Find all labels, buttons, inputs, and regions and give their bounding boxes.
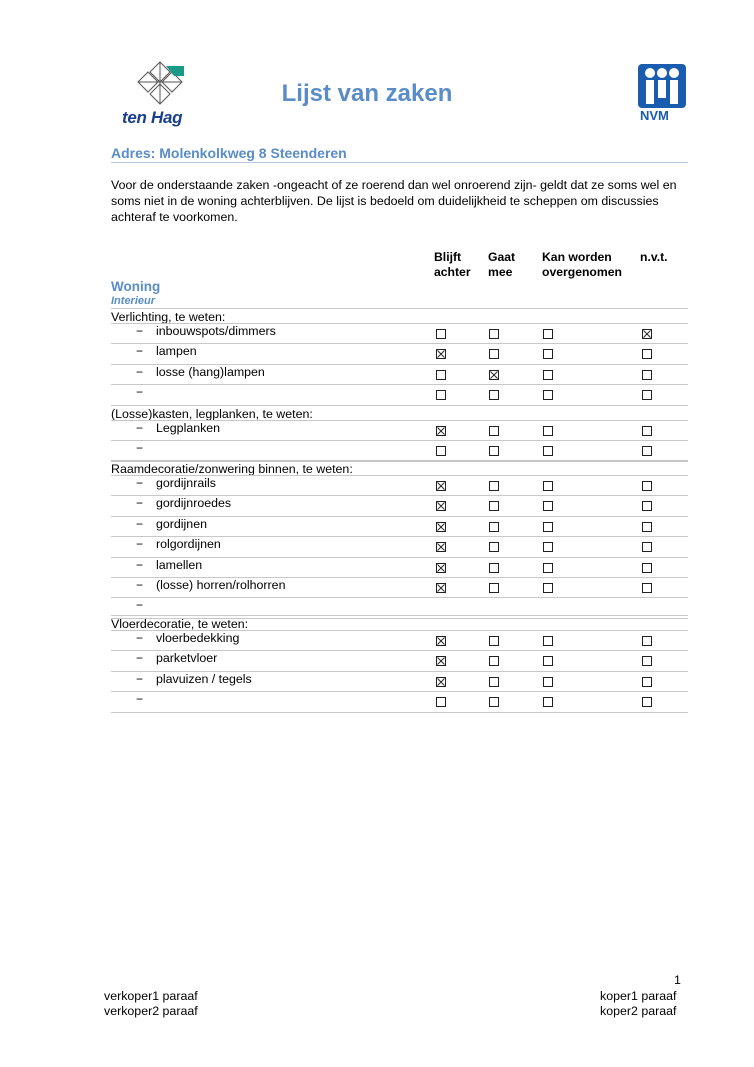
category-label: Vloerdecoratie, te weten:: [111, 617, 249, 631]
checkbox-checked[interactable]: [436, 677, 446, 687]
checkbox-unchecked[interactable]: [489, 426, 499, 436]
checkbox-unchecked[interactable]: [489, 636, 499, 646]
checkbox-unchecked[interactable]: [489, 481, 499, 491]
category-divider: [111, 405, 688, 406]
cross-mark-icon: [437, 657, 445, 665]
cross-mark-icon: [437, 523, 445, 531]
item-label: plavuizen / tegels: [156, 671, 252, 686]
cross-mark-icon: [437, 637, 445, 645]
item-label: rolgordijnen: [156, 537, 221, 552]
checkbox-unchecked[interactable]: [489, 542, 499, 552]
checkbox-checked[interactable]: [436, 656, 446, 666]
nvm-logo: [638, 64, 686, 126]
item-label: losse (hang)lampen: [156, 364, 265, 379]
column-header-line1: Blijft: [434, 250, 462, 264]
checkbox-unchecked[interactable]: [436, 329, 446, 339]
buyer2-initials-label: koper2 paraaf: [600, 1004, 677, 1018]
list-dash: −: [136, 516, 144, 531]
list-dash: −: [136, 557, 144, 572]
checkbox-unchecked[interactable]: [543, 542, 553, 552]
row-divider: [111, 597, 688, 598]
checkbox-unchecked[interactable]: [642, 370, 652, 380]
seller1-initials-label: verkoper1 paraaf: [104, 989, 198, 1003]
checkbox-unchecked[interactable]: [489, 563, 499, 573]
checkbox-checked[interactable]: [436, 583, 446, 593]
checkbox-unchecked[interactable]: [543, 349, 553, 359]
checkbox-unchecked[interactable]: [543, 329, 553, 339]
item-label: vloerbedekking: [156, 631, 240, 645]
checkbox-checked[interactable]: [436, 522, 446, 532]
address-heading: Adres: Molenkolkweg 8 Steenderen: [111, 145, 347, 161]
item-label: gordijnen: [156, 516, 207, 531]
checkbox-unchecked[interactable]: [489, 583, 499, 593]
checkbox-unchecked[interactable]: [642, 656, 652, 666]
checkbox-unchecked[interactable]: [436, 390, 446, 400]
checkbox-unchecked[interactable]: [489, 677, 499, 687]
checkbox-unchecked[interactable]: [642, 542, 652, 552]
checkbox-checked[interactable]: [436, 481, 446, 491]
checkbox-unchecked[interactable]: [489, 390, 499, 400]
checkbox-unchecked[interactable]: [543, 446, 553, 456]
list-dash: −: [136, 496, 144, 511]
checkbox-checked[interactable]: [436, 501, 446, 511]
checkbox-unchecked[interactable]: [489, 522, 499, 532]
section-subtitle: Interieur: [111, 295, 156, 307]
checkbox-unchecked[interactable]: [543, 481, 553, 491]
section-title: Woning: [111, 279, 161, 294]
list-dash: −: [136, 651, 144, 666]
cross-mark-icon: [490, 371, 498, 379]
checkbox-unchecked[interactable]: [543, 426, 553, 436]
page-title-text: Lijst van zaken: [281, 80, 453, 107]
cross-mark-icon: [437, 584, 445, 592]
cross-mark-icon: [437, 564, 445, 572]
checkbox-unchecked[interactable]: [489, 446, 499, 456]
seller2-initials-label: verkoper2 paraaf: [104, 1004, 198, 1018]
column-header-line1: n.v.t.: [640, 250, 668, 264]
checkbox-unchecked[interactable]: [543, 370, 553, 380]
category-divider: [111, 308, 688, 309]
item-label: gordijnroedes: [156, 496, 232, 511]
cross-mark-icon: [437, 543, 445, 551]
row-divider: [111, 384, 688, 385]
cross-mark-icon: [437, 427, 445, 435]
checkbox-unchecked[interactable]: [642, 501, 652, 511]
checkbox-checked[interactable]: [489, 370, 499, 380]
checkbox-unchecked[interactable]: [642, 522, 652, 532]
checkbox-unchecked[interactable]: [543, 501, 553, 511]
column-header-nvt: [640, 250, 668, 265]
checkbox-checked[interactable]: [436, 426, 446, 436]
column-header-line2: overgenomen: [542, 265, 622, 279]
column-header-blijft-achter: [434, 250, 471, 280]
intro-paragraph: Voor de onderstaande zaken -ongeacht of ze roerend dan wel onroerend zijn- geldt dat ze soms wel en soms niet in de woning achterblijven. De lijst is bedoeld om duidelijkheid te scheppen om discussies achteraf te voorkomen.: [111, 178, 677, 224]
row-divider: [111, 343, 688, 344]
column-header-line2: achter: [434, 265, 471, 279]
buyer1-initials-label: koper1 paraaf: [600, 989, 677, 1003]
ten-hag-logo-text: ten Hag: [122, 108, 183, 127]
checkbox-unchecked[interactable]: [489, 349, 499, 359]
list-dash: −: [136, 537, 144, 552]
cross-mark-icon: [437, 678, 445, 686]
checkbox-unchecked[interactable]: [543, 563, 553, 573]
category-divider: [111, 460, 688, 461]
checkbox-checked[interactable]: [436, 542, 446, 552]
checkbox-unchecked[interactable]: [436, 697, 446, 707]
checkbox-unchecked[interactable]: [642, 446, 652, 456]
list-dash: −: [136, 385, 144, 400]
list-dash: −: [136, 364, 144, 379]
column-header-kan-worden-overgenomen: [542, 250, 622, 280]
item-label: Legplanken: [156, 421, 221, 435]
checkbox-unchecked[interactable]: [436, 446, 446, 456]
list-dash: −: [136, 578, 144, 592]
checkbox-unchecked[interactable]: [642, 697, 652, 707]
item-label: inbouwspots/dimmers: [156, 324, 276, 338]
column-header-gaat-mee: [488, 250, 515, 280]
list-dash: −: [136, 324, 144, 338]
list-dash: −: [136, 421, 144, 435]
checkbox-checked[interactable]: [642, 329, 652, 339]
checkbox-unchecked[interactable]: [489, 697, 499, 707]
checkbox-unchecked[interactable]: [642, 481, 652, 491]
checkbox-checked[interactable]: [436, 636, 446, 646]
row-divider: [111, 691, 688, 692]
item-label: lampen: [156, 344, 197, 359]
address-divider: [111, 162, 688, 163]
category-label: Verlichting, te weten:: [111, 310, 226, 324]
checkbox-unchecked[interactable]: [543, 390, 553, 400]
checkbox-unchecked[interactable]: [543, 656, 553, 666]
checkbox-unchecked[interactable]: [642, 426, 652, 436]
list-dash: −: [136, 671, 144, 686]
category-label: (Losse)kasten, legplanken, te weten:: [111, 407, 313, 421]
item-label: gordijnrails: [156, 476, 216, 490]
checkbox-unchecked[interactable]: [543, 636, 553, 646]
row-divider: [111, 712, 688, 713]
checkbox-unchecked[interactable]: [543, 583, 553, 593]
category-divider: [111, 615, 688, 616]
nvm-logo-text: NVM: [640, 108, 669, 123]
list-dash: −: [136, 476, 144, 490]
checkbox-unchecked[interactable]: [642, 636, 652, 646]
checkbox-unchecked[interactable]: [642, 349, 652, 359]
cross-mark-icon: [437, 502, 445, 510]
list-dash: −: [136, 441, 144, 456]
checkbox-unchecked[interactable]: [489, 656, 499, 666]
checkbox-unchecked[interactable]: [642, 390, 652, 400]
column-header-line1: Kan worden: [542, 250, 612, 264]
item-label: lamellen: [156, 557, 203, 572]
item-label: (losse) horren/rolhorren: [156, 578, 286, 592]
checkbox-unchecked[interactable]: [543, 677, 553, 687]
category-label: Raamdecoratie/zonwering binnen, te weten:: [111, 462, 353, 476]
list-dash: −: [136, 344, 144, 359]
cross-mark-icon: [437, 482, 445, 490]
page-number: 1: [674, 973, 681, 987]
item-label: parketvloer: [156, 651, 218, 666]
nvm-logo-mark-icon: [638, 64, 686, 108]
column-header-line1: Gaat: [488, 250, 516, 264]
checkbox-unchecked[interactable]: [436, 370, 446, 380]
row-divider: [111, 440, 688, 441]
cross-mark-icon: [437, 350, 445, 358]
list-dash: −: [136, 598, 144, 613]
checkbox-checked[interactable]: [436, 349, 446, 359]
checkbox-unchecked[interactable]: [543, 697, 553, 707]
checkbox-checked[interactable]: [436, 563, 446, 573]
checkbox-unchecked[interactable]: [489, 501, 499, 511]
checkbox-unchecked[interactable]: [543, 522, 553, 532]
list-dash: −: [136, 692, 144, 707]
cross-mark-icon: [643, 330, 651, 338]
list-dash: −: [136, 631, 144, 645]
checkbox-unchecked[interactable]: [489, 329, 499, 339]
column-header-line2: mee: [488, 265, 513, 279]
checkbox-unchecked[interactable]: [642, 583, 652, 593]
checkbox-unchecked[interactable]: [642, 677, 652, 687]
checkbox-unchecked[interactable]: [642, 563, 652, 573]
